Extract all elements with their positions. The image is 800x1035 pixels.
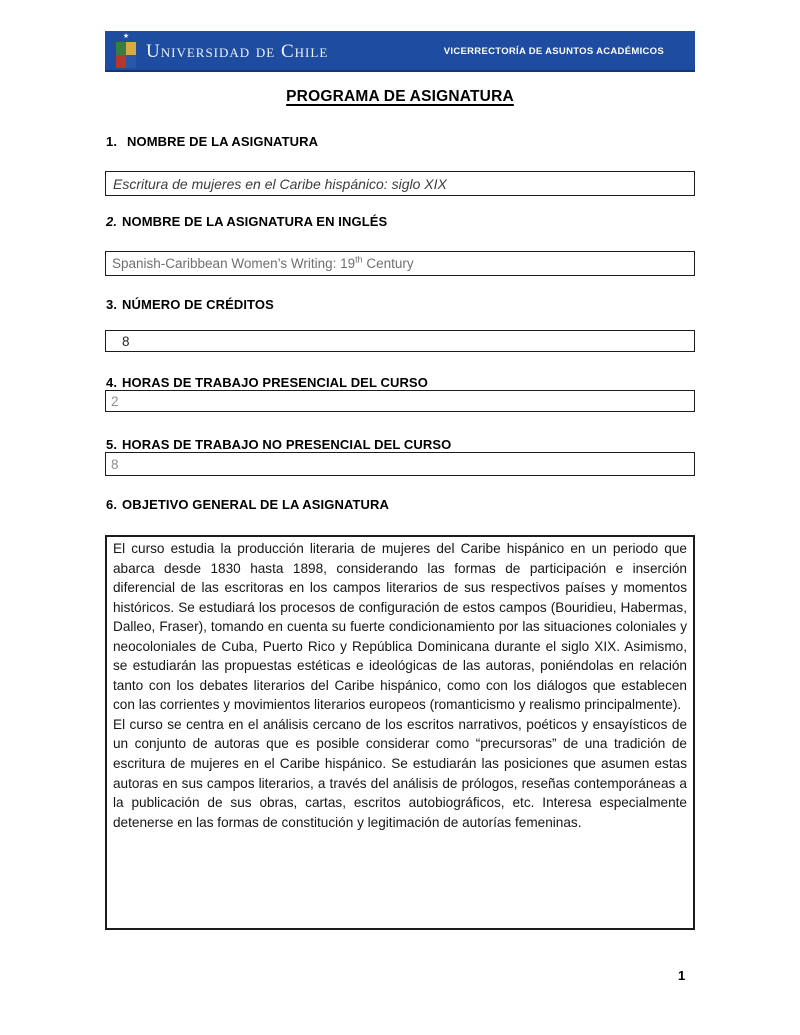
field-general-objective <box>105 535 695 930</box>
section-6-heading <box>106 497 389 512</box>
section-4-number: 4. <box>106 375 118 390</box>
section-4-label: HORAS DE TRABAJO PRESENCIAL DEL CURSO <box>122 375 428 390</box>
crest-quadrant-gold <box>126 42 136 55</box>
section-5-heading <box>106 437 451 452</box>
presential-hours-value: 2 <box>111 393 119 409</box>
section-1-label: NOMBRE DE LA ASIGNATURA <box>127 134 319 149</box>
field-course-name-english <box>105 251 695 276</box>
field-credits <box>105 330 695 352</box>
crest-quadrant-blue <box>126 55 136 68</box>
section-6-number: 6. <box>106 497 118 512</box>
section-1-number: 1. <box>106 134 118 149</box>
section-2-label: NOMBRE DE LA ASIGNATURA EN INGLÉS <box>122 214 388 229</box>
english-name-text: Spanish-Caribbean Women’s Writing: 19 <box>112 256 356 271</box>
credits-value: 8 <box>122 333 130 349</box>
page-number: 1 <box>678 968 686 983</box>
section-5-label: HORAS DE TRABAJO NO PRESENCIAL DEL CURSO <box>122 437 452 452</box>
star-icon: ★ <box>122 33 130 40</box>
objective-paragraph-2: El curso se centra en el análisis cercano de los escritos narrativos, poéticos y ensayísticos de un conjunto de autoras que es posible considerar como “precursoras” de una tradición de escritura de mujeres en el Caribe hispánico. Se estudiarán las posiciones que asumen estas autoras en sus campos literarios, a través del análisis de prólogos, reseñas contemporáneas a la publicación de sus obras, cartas, escritos autobiográficos, etc. Interesa especialmente detenerse en las formas de constitución y legitimación de autorías femeninas. <box>113 716 687 830</box>
university-logotype: Universidad de Chile <box>146 41 329 62</box>
english-name-text-end: Century <box>362 256 414 271</box>
objective-paragraph-1: El curso estudia la producción literaria de mujeres del Caribe hispánico en un periodo que abarca desde 1830 hasta 1898, considerando las formas de participación e inserción diferencial de las escritoras en los campos literarios de sus respectivos países y momentos históricos. Se estudiará los procesos de configuración de estos campos (Bouridieu, Habermas, Dalleo, Fraser), tomando en cuenta su fuerte condicionamiento por las situaciones coloniales y neocoloniales de Cuba, Puerto Rico y República Dominicana durante el siglo XIX. Asimismo, se estudiarán las propuestas estéticas e ideológicas de las autoras, poniéndolas en relación tanto con los debates literarios del Caribe hispánico, como con los diálogos que establecen con las corrientes y movimientos literarios europeos (romanticismo y realismo principalmente). <box>113 541 687 713</box>
crest-quadrant-green <box>116 42 126 55</box>
section-3-number: 3. <box>106 297 118 312</box>
field-course-name <box>105 171 695 196</box>
field-presential-hours <box>105 390 695 412</box>
field-non-presential-hours <box>105 452 695 476</box>
section-2-heading <box>106 214 387 229</box>
section-4-heading <box>106 375 428 390</box>
page-title: PROGRAMA DE ASIGNATURA <box>286 88 514 105</box>
course-name-value: Escritura de mujeres en el Caribe hispánico: siglo XIX <box>113 175 447 192</box>
vicerrectoria-label: VICERRECTORÍA DE ASUNTOS ACADÉMICOS <box>443 46 664 57</box>
non-presential-hours-value: 8 <box>111 456 119 472</box>
university-crest-icon <box>114 33 138 73</box>
section-2-number: 2. <box>106 214 118 229</box>
english-name-superscript: th <box>355 254 363 265</box>
crest-shield <box>116 42 136 68</box>
section-1-heading <box>106 134 318 149</box>
university-header-banner <box>105 31 695 72</box>
section-5-number: 5. <box>106 437 118 452</box>
crest-quadrant-red <box>116 55 126 68</box>
section-3-heading <box>106 297 274 312</box>
section-3-label: NÚMERO DE CRÉDITOS <box>122 297 274 312</box>
section-6-label: OBJETIVO GENERAL DE LA ASIGNATURA <box>122 497 389 512</box>
course-name-english-value <box>112 256 414 271</box>
